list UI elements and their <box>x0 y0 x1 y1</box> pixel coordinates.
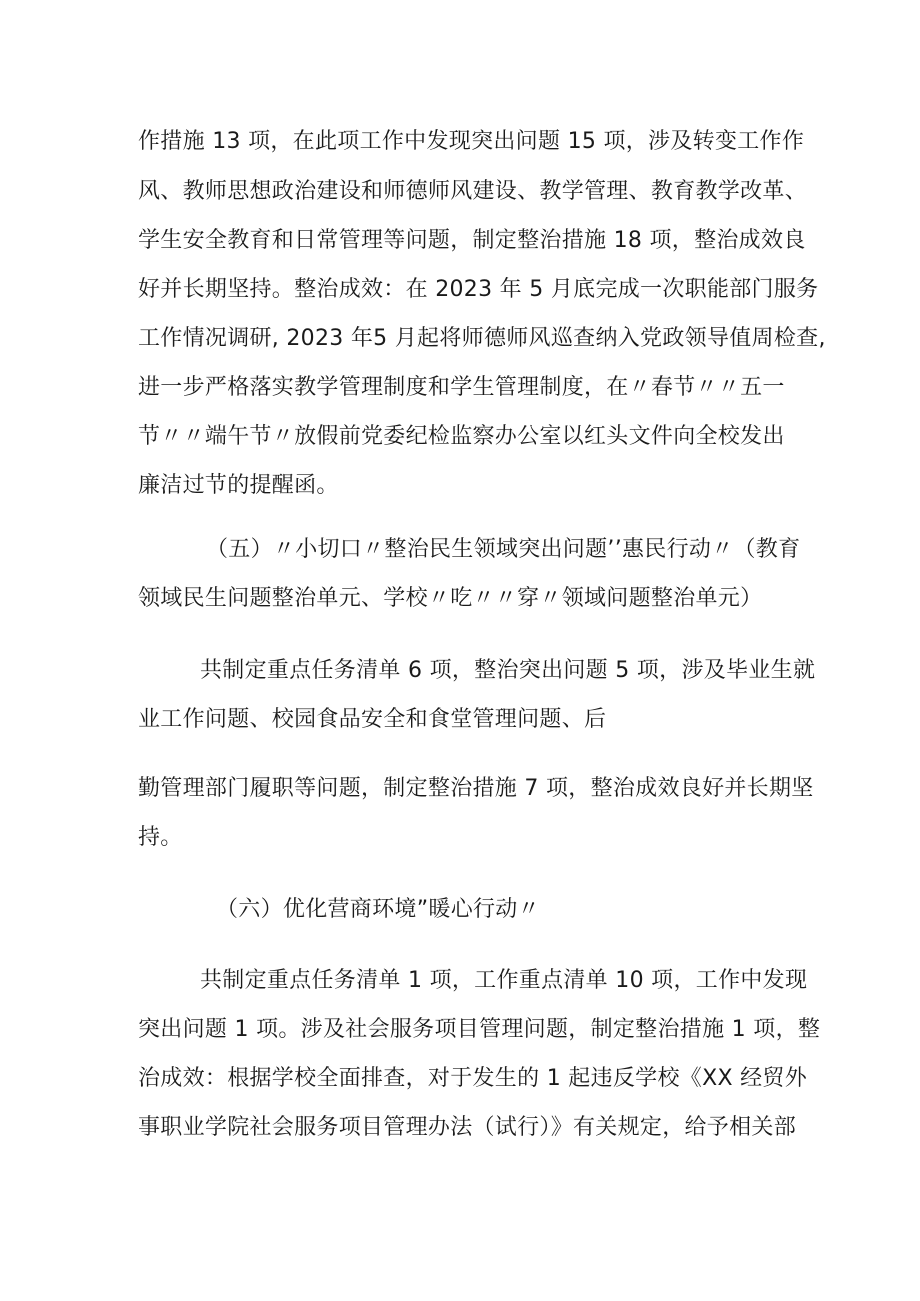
paragraph-1-line-6: 进一步严格落实教学管理制度和学生管理制度，在〃春节〃〃五一 <box>138 375 785 400</box>
paragraph-4-line-3: 治成效：根据学校全面排查，对于发生的 1 起违反学校《XX 经贸外 <box>138 1066 808 1091</box>
paragraph-1-line-2: 风、教师思想政治建设和师德师风建设、教学管理、教育教学改革、 <box>138 179 808 204</box>
paragraph-1-line-1: 作措施 13 项，在此项工作中发现突出问题 15 项，涉及转变工作作 <box>138 129 805 154</box>
paragraph-3-line-2: 持。 <box>138 825 183 850</box>
paragraph-2-line-1: 共制定重点任务清单 6 项，整治突出问题 5 项，涉及毕业生就 <box>200 658 816 683</box>
paragraph-1-line-5: 工作情况调研, 2023 年5 月起将师德师风巡查纳入党政领导值周检查, <box>138 326 826 351</box>
paragraph-1-line-7: 节〃〃端午节〃放假前党委纪检监察办公室以红头文件向全校发出 <box>138 424 785 449</box>
paragraph-1-line-4: 好并长期坚持。整治成效：在 2023 年 5 月底完成一次职能部门服务 <box>138 277 819 302</box>
paragraph-3-line-1: 勤管理部门履职等问题，制定整治措施 7 项，整治成效良好并长期坚 <box>138 776 814 801</box>
paragraph-2-line-2: 业工作问题、校园食品安全和食堂管理问题、后 <box>138 707 607 732</box>
section-heading-5-line-2: 领域民生问题整治单元、学校〃吃〃〃穿〃领域问题整治单元） <box>138 586 763 611</box>
paragraph-1-line-8: 廉洁过节的提醒函。 <box>138 473 339 498</box>
paragraph-4-line-2: 突出问题 1 项。涉及社会服务项目管理问题，制定整治措施 1 项，整 <box>138 1017 821 1042</box>
paragraph-4-line-1: 共制定重点任务清单 1 项，工作重点清单 10 项，工作中发现 <box>200 968 808 993</box>
section-heading-6: （六）优化营商环境”暖心行动〃 <box>216 897 540 922</box>
paragraph-4-line-4: 事职业学院社会服务项目管理办法（试行）》有关规定，给予相关部 <box>138 1115 797 1140</box>
section-heading-5-line-1: （五）〃小切口〃整治民生领域突出问题’’惠民行动〃（教育 <box>206 537 801 562</box>
paragraph-1-line-3: 学生安全教育和日常管理等问题，制定整治措施 18 项，整治成效良 <box>138 228 806 253</box>
